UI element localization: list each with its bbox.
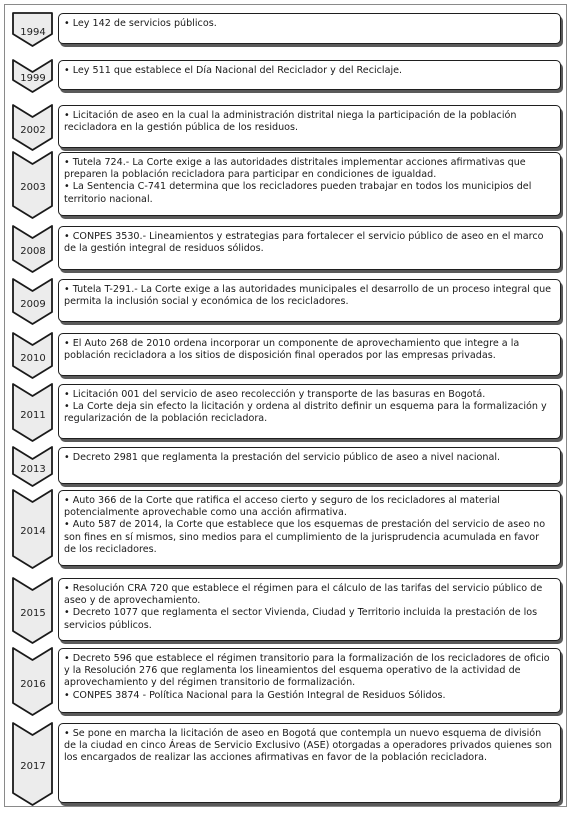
timeline-year: 1999 [20, 73, 46, 84]
timeline-event-box [58, 384, 561, 439]
timeline-year: 1994 [20, 26, 46, 38]
timeline-event-item: • Auto 366 de la Corte que ratifica el acceso cierto y seguro de los recicladores al material potencialmente aprovechable como una acción afirmativa. [64, 495, 500, 519]
timeline-event-item: • CONPES 3874 - Política Nacional para la Gestión Integral de Residuos Sólidos. [64, 689, 446, 701]
timeline-event-item: • CONPES 3530.- Lineamientos y estrategias para fortalecer el servicio público de aseo en el marco de la gestión integral de residuos sólidos. [64, 231, 544, 255]
timeline-event-item: • Resolución CRA 720 que establece el régimen para el cálculo de las tarifas del servicio público de aseo y de aprovechamiento. [64, 583, 543, 607]
timeline-event-item: • Tutela T-291.- La Corte exige a las autoridades municipales el desarrollo de un proceso integral que permita la inclusión social y económica de los recicladores. [64, 284, 552, 308]
timeline-event-box [58, 648, 561, 713]
timeline-event-item: • Licitación 001 del servicio de aseo recolección y transporte de las basuras en Bogotá. [64, 389, 486, 400]
timeline-year: 2014 [20, 526, 46, 537]
timeline-event-item: • Licitación de aseo en la cual la administración distrital niega la participación de la población recicladora en la gestión pública de los residuos. [64, 110, 517, 134]
timeline-year: 2009 [20, 298, 46, 310]
timeline-event-item: • El Auto 268 de 2010 ordena incorporar un componente de aprovechamiento que integre a la población recicladora a los sitios de disposición final operados por las empresas privadas. [64, 338, 520, 362]
timeline-event-box [58, 152, 561, 216]
timeline-event-box [58, 490, 561, 566]
timeline-event-item: • Ley 142 de servicios públicos. [64, 18, 217, 29]
timeline-event-box [58, 60, 561, 90]
timeline-year: 2002 [20, 124, 46, 136]
timeline-event-item: • Tutela 724.- La Corte exige a las autoridades distritales implementar acciones afirmativas que preparen la población recicladora para participar en condiciones de igualdad. [64, 157, 526, 181]
timeline-event-item: • Auto 587 de 2014, la Corte que establece que los esquemas de prestación del servicio de aseo no son fines en sí mismos, sino medios para el cumplimiento de la jurisprudencia acumulada en favor de los recicladores. [64, 519, 546, 555]
timeline-event-item: • Decreto 2981 que reglamenta la prestación del servicio público de aseo a nivel nacional. [64, 452, 501, 463]
timeline-year: 2017 [20, 761, 46, 772]
timeline-event-box [58, 13, 561, 44]
timeline-event-item: • Decreto 596 que establece el régimen transitorio para la formalización de los recicladores de oficio y la Resolución 276 que reglamenta los lineamientos del esquema operativo de la actividad de aprovechamiento y del régimen transitorio de formalización. [64, 653, 550, 689]
timeline-event-item: • Decreto 1077 que reglamenta el sector Vivienda, Ciudad y Territorio incluida la prestación de los servicios públicos. [64, 607, 538, 631]
timeline-year: 2016 [20, 678, 46, 690]
timeline-event-item: • La Sentencia C-741 determina que los recicladores pueden trabajar en todos los municipios del territorio nacional. [64, 181, 532, 205]
timeline-event-box [58, 226, 561, 270]
timeline-year: 2003 [20, 182, 46, 193]
timeline-event-box [58, 578, 561, 641]
timeline-event-item: • Se pone en marcha la licitación de aseo en Bogotá que contempla un nuevo esquema de división de la ciudad en cinco Áreas de Servicio Exclusivo (ASE) otorgadas a operadores privados quienes son los encargados de realizar las acciones afirmativas en favor de la población recicladora. [64, 728, 552, 764]
timeline-year: 2013 [20, 463, 46, 475]
timeline-year: 2015 [20, 607, 46, 619]
timeline-event-box [58, 723, 561, 803]
timeline-event-box [58, 447, 561, 484]
timeline-event-item: • La Corte deja sin efecto la licitación y ordena al distrito definir un esquema para la formalización y regularización de la población recicladora. [64, 401, 547, 425]
timeline-event-box [58, 333, 561, 376]
timeline-event-box [58, 105, 561, 148]
timeline-event-item: • Ley 511 que establece el Día Nacional del Reciclador y del Reciclaje. [64, 65, 403, 76]
timeline-year: 2011 [20, 409, 46, 421]
timeline-year: 2008 [20, 246, 46, 257]
timeline-year: 2010 [20, 352, 46, 364]
timeline-event-box [58, 279, 561, 322]
